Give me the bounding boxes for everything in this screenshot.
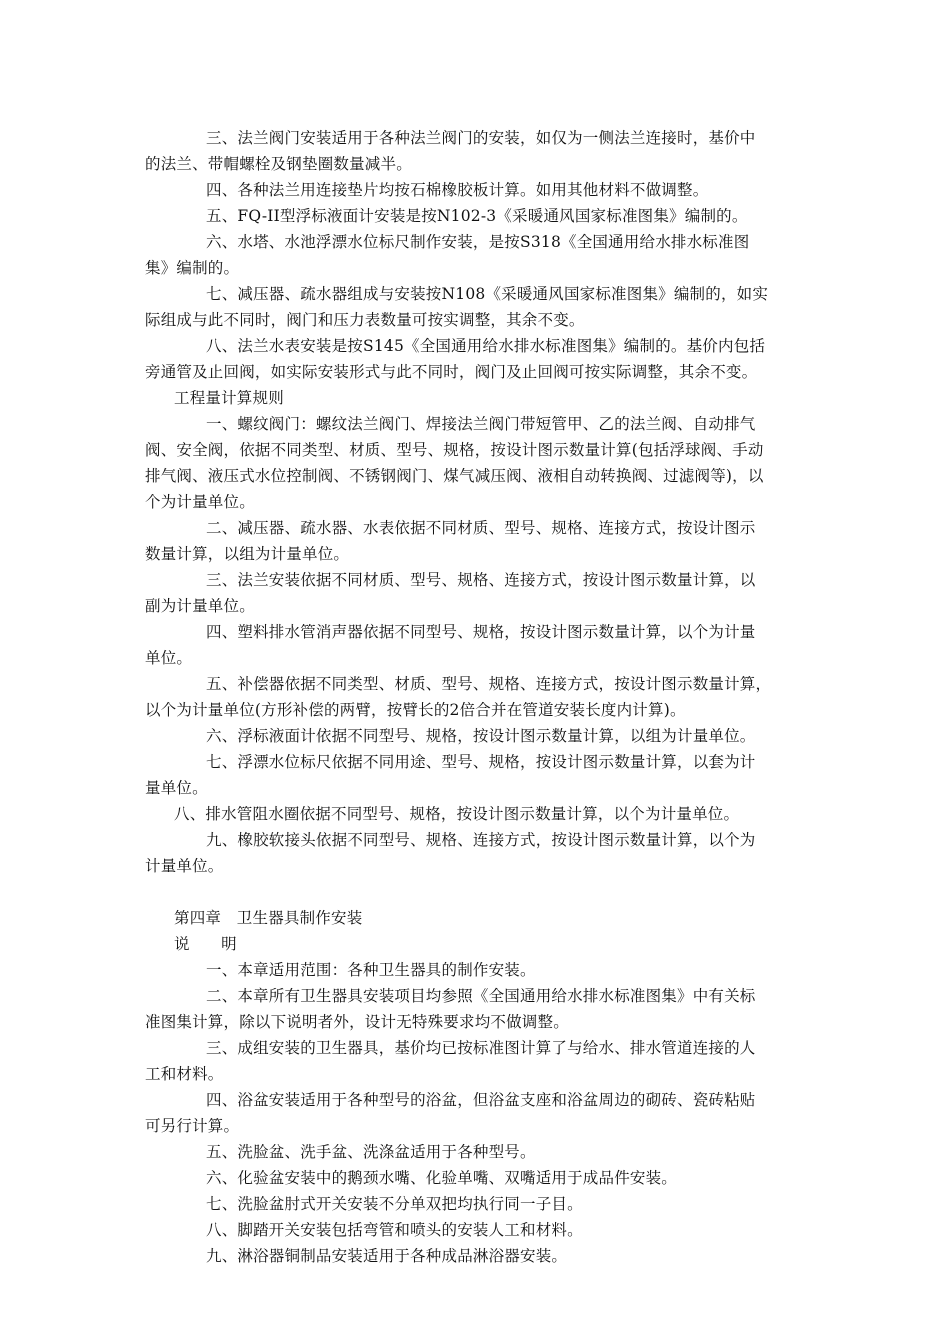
text-line: 一、本章适用范围：各种卫生器具的制作安装。: [206, 961, 536, 979]
text-line: 六、浮标液面计依据不同型号、规格，按设计图示数量计算，以组为计量单位。: [206, 727, 756, 745]
text-line: 八、法兰水表安装是按S145《全国通用给水排水标准图集》编制的。基价内包括: [206, 337, 766, 355]
text-line: 工程量计算规则: [174, 389, 284, 407]
text-line: 数量计算，以组为计量单位。: [145, 545, 350, 563]
text-line: 九、橡胶软接头依据不同型号、规格、连接方式，按设计图示数量计算，以个为: [206, 831, 756, 849]
text-line: 际组成与此不同时，阀门和压力表数量可按实调整，其余不变。: [145, 311, 585, 329]
text-line: 四、塑料排水管消声器依据不同型号、规格，按设计图示数量计算，以个为计量: [206, 623, 756, 641]
text-line: 五、洗脸盆、洗手盆、洗涤盆适用于各种型号。: [206, 1143, 536, 1161]
text-line: 说 明: [174, 935, 237, 953]
text-line: 的法兰、带帽螺栓及钢垫圈数量减半。: [145, 155, 412, 173]
text-line: 三、成组安装的卫生器具，基价均已按标准图计算了与给水、排水管道连接的人: [206, 1039, 756, 1057]
text-line: 第四章 卫生器具制作安装: [174, 909, 363, 927]
text-line: 八、脚踏开关安装包括弯管和喷头的安装人工和材料。: [206, 1221, 583, 1239]
text-line: 七、浮漂水位标尺依据不同用途、型号、规格，按设计图示数量计算，以套为计: [206, 753, 756, 771]
text-line: 副为计量单位。: [145, 597, 255, 615]
text-line: 七、洗脸盆肘式开关安装不分单双把均执行同一子目。: [206, 1195, 583, 1213]
text-line: 二、本章所有卫生器具安装项目均参照《全国通用给水排水标准图集》中有关标: [206, 987, 756, 1005]
text-line: 六、水塔、水池浮漂水位标尺制作安装，是按S318《全国通用给水排水标准图: [206, 233, 750, 251]
text-line: 四、浴盆安装适用于各种型号的浴盆，但浴盆支座和浴盆周边的砌砖、瓷砖粘贴: [206, 1091, 756, 1109]
text-line: 四、各种法兰用连接垫片均按石棉橡胶板计算。如用其他材料不做调整。: [206, 181, 709, 199]
text-line: 准图集计算，除以下说明者外，设计无特殊要求均不做调整。: [145, 1013, 569, 1031]
text-line: 计量单位。: [145, 857, 224, 875]
text-line: 二、减压器、疏水器、水表依据不同材质、型号、规格、连接方式，按设计图示: [206, 519, 756, 537]
text-line: 排气阀、液压式水位控制阀、不锈钢阀门、煤气减压阀、液相自动转换阀、过滤阀等)，以: [145, 467, 764, 485]
text-line: 旁通管及止回阀，如实际安装形式与此不同时，阀门及止回阀可按实际调整，其余不变。: [145, 363, 758, 381]
text-line: 以个为计量单位(方形补偿的两臂，按臂长的2倍合并在管道安装长度内计算)。: [145, 701, 686, 719]
text-line: 量单位。: [145, 779, 208, 797]
text-line: 五、补偿器依据不同类型、材质、型号、规格、连接方式，按设计图示数量计算，: [206, 675, 772, 693]
text-line: 集》编制的。: [145, 259, 240, 277]
text-line: 六、化验盆安装中的鹅颈水嘴、化验单嘴、双嘴适用于成品件安装。: [206, 1169, 678, 1187]
text-line: 一、螺纹阀门：螺纹法兰阀门、焊接法兰阀门带短管甲、乙的法兰阀、自动排气: [206, 415, 756, 433]
text-line: 八、排水管阻水圈依据不同型号、规格，按设计图示数量计算，以个为计量单位。: [174, 805, 740, 823]
text-line: 三、法兰安装依据不同材质、型号、规格、连接方式，按设计图示数量计算，以: [206, 571, 756, 589]
text-line: 个为计量单位。: [145, 493, 255, 511]
text-line: 工和材料。: [145, 1065, 224, 1083]
text-line: 七、减压器、疏水器组成与安装按N108《采暖通风国家标准图集》编制的，如实: [206, 285, 769, 303]
text-line: 五、FQ-II型浮标液面计安装是按N102-3《采暖通风国家标准图集》编制的。: [206, 207, 748, 225]
text-line: 单位。: [145, 649, 193, 667]
text-line: 九、淋浴器铜制品安装适用于各种成品淋浴器安装。: [206, 1247, 568, 1265]
text-line: 可另行计算。: [145, 1117, 240, 1135]
text-line: 三、法兰阀门安装适用于各种法兰阀门的安装，如仅为一侧法兰连接时，基价中: [206, 129, 756, 147]
text-line: 阀、安全阀，依据不同类型、材质、型号、规格，按设计图示数量计算(包括浮球阀、手动: [145, 441, 764, 459]
